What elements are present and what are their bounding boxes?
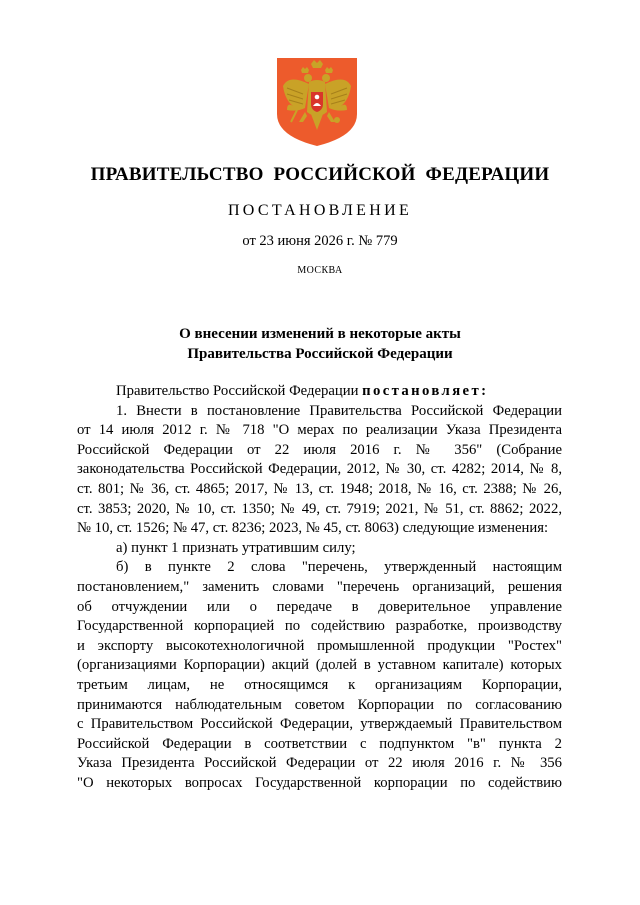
body-line: постановлением," заменить словами "перечень организаций, решения	[77, 578, 562, 595]
body-line: от 14 июля 2012 г. № 718 "О мерах по реализации Указа Президента	[77, 422, 562, 439]
body-line: Государственной корпорацией по содействию разработке, производству	[77, 618, 562, 635]
body-line: Российской Федерации от 22 июля 2016 г. № 356" (Собрание	[77, 441, 562, 458]
body-line: третьим лицам, не относящимся к организациям Корпорации,	[77, 676, 562, 693]
subject-line-2: Правительства Российской Федерации	[187, 346, 453, 362]
body-line: а) пункт 1 признать утратившим силу;	[116, 539, 356, 556]
document-subject	[0, 324, 640, 364]
document-date-number: от 23 июня 2026 г. № 779	[242, 233, 398, 249]
subject-line-1: О внесении изменений в некоторые акты	[179, 326, 461, 342]
body-line: № 10, ст. 1526; № 47, ст. 8236; 2023, № 45, ст. 8063) следующие изменения:	[77, 520, 549, 537]
body-line: и экспорту высокотехнологичной промышленной продукции "Ростех"	[77, 637, 562, 654]
document-city: МОСКВА	[297, 265, 343, 276]
body-line: Указа Президента Российской Федерации от 22 июля 2016 г. № 356	[77, 755, 562, 772]
body-line: законодательства Российской Федерации, 2012, № 30, ст. 4282; 2014, № 8,	[77, 461, 562, 478]
body-line: б) в пункте 2 слова "перечень, утвержденный настоящим	[116, 559, 562, 576]
document-body	[77, 382, 562, 793]
resolves-word: постановляет:	[362, 383, 489, 399]
government-title: ПРАВИТЕЛЬСТВО РОССИЙСКОЙ ФЕДЕРАЦИИ	[90, 164, 550, 185]
coat-of-arms-icon	[275, 56, 359, 148]
preamble-line	[77, 382, 562, 402]
body-line: Российской Федерации в соответствии с подпунктом "в" пункта 2	[77, 735, 562, 752]
body-line: об отчуждении или о передаче в доверительное управление	[77, 598, 562, 615]
body-line: (организациями Корпорации) акций (долей в уставном капитале) которых	[77, 657, 562, 674]
body-line: с Правительством Российской Федерации, утверждаемый Правительством	[77, 716, 562, 733]
preamble-text: Правительство Российской Федерации	[116, 383, 359, 399]
body-line: 1. Внести в постановление Правительства Российской Федерации	[116, 402, 562, 419]
body-line: ст. 3853; 2020, № 10, ст. 1350; № 49, ст. 7919; 2021, № 51, ст. 8862; 2022,	[77, 500, 562, 517]
body-line: "О некоторых вопросах Государственной корпорации по содействию	[77, 774, 562, 791]
body-line: ст. 801; № 36, ст. 4865; 2017, № 13, ст. 1948; 2018, № 16, ст. 2388; № 26,	[77, 480, 562, 497]
body-line: принимаются наблюдательным советом Корпорации по согласованию	[77, 696, 562, 713]
document-type: ПОСТАНОВЛЕНИЕ	[227, 202, 413, 219]
